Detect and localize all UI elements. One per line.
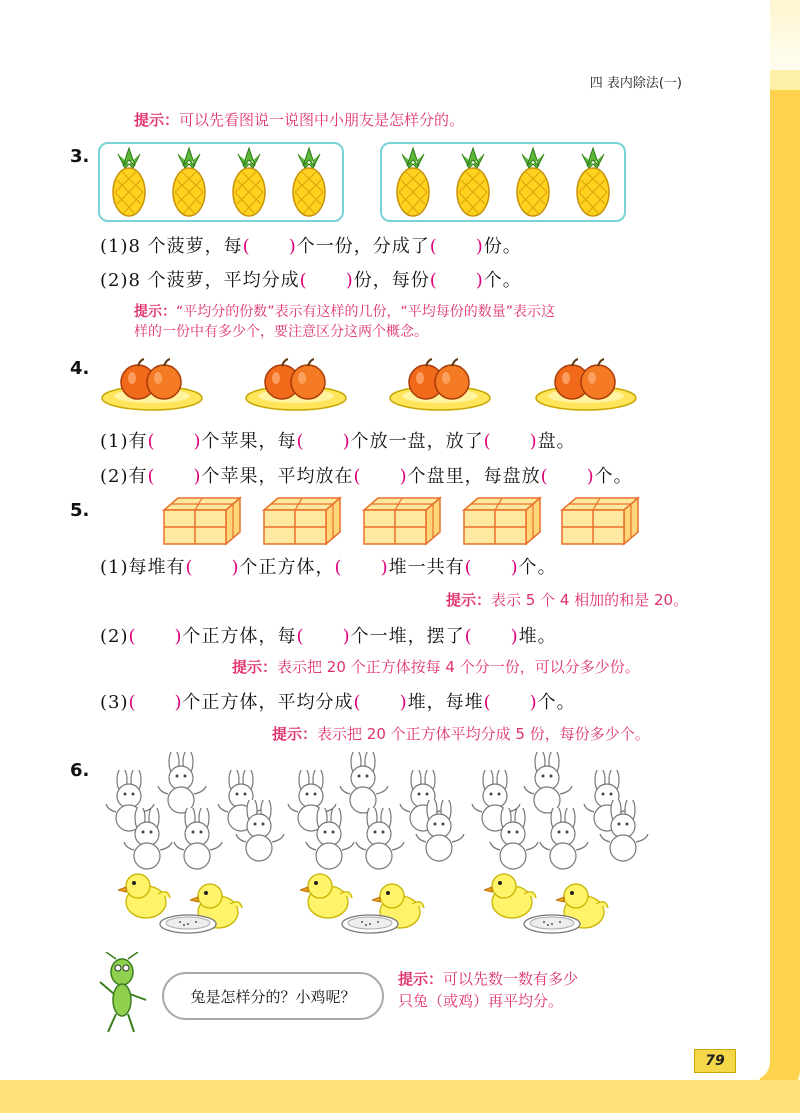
hint-text-2: 只兔（或鸡）再平均分。 [398,992,564,1010]
grasshopper-mascot-icon [92,952,152,1034]
answer-blank[interactable]: ( ) [128,692,183,713]
q5-line-1 [100,553,557,579]
q4-l1-a: (1)有 [100,431,148,452]
feed-bowl-icon [522,912,582,940]
hint-label: 提示： [446,591,492,609]
q3-l2-text-a: (2)8 个菠萝，平均分成 [100,270,300,291]
answer-blank[interactable]: ( ) [334,557,389,578]
q5-l1-c: 堆一共有 [388,557,465,578]
top-hint [134,110,464,130]
q4-l2-c: 个盘里，每盘放 [407,466,541,487]
q3-hint [134,302,555,342]
q3-l1-text-b: 个一份，分成了 [296,236,430,257]
q5-l2-b: 个正方体，每 [182,626,297,647]
answer-blank[interactable]: ( ) [483,431,538,452]
q5-line-3 [100,688,576,714]
q5-hint-2 [232,657,640,677]
pineapple-icon [108,144,150,218]
answer-blank[interactable]: ( ) [464,626,519,647]
pineapple-icon [452,144,494,218]
hint-text-1: “平均分的份数”表示有这样的几份，“平均每份的数量”表示这 [176,304,556,320]
answer-blank[interactable]: ( ) [353,466,408,487]
page-number: 79 [694,1049,736,1073]
q5-l2-a: (2) [100,626,129,647]
pineapple-icon [392,144,434,218]
cube-stack-icon [560,496,640,550]
hint-text: 表示把 20 个正方体按每 4 个分一份，可以分多少份。 [277,658,640,676]
rabbit-icon [230,800,290,866]
answer-blank[interactable]: ( ) [147,466,202,487]
answer-blank[interactable]: ( ) [296,626,351,647]
apple-plate-icon [100,356,204,416]
q4-line-1 [100,427,576,453]
answer-blank[interactable]: ( ) [299,270,354,291]
q4-l2-b: 个苹果，平均放在 [201,466,354,487]
hint-text: 表示把 20 个正方体平均分成 5 份，每份多少个。 [317,725,650,743]
q3-l2-text-c: 个。 [483,270,522,291]
pineapple-icon [572,144,614,218]
answer-blank[interactable]: ( ) [353,692,408,713]
q3-l1-text-a: (1)8 个菠萝，每 [100,236,243,257]
pineapple-icon [512,144,554,218]
answer-blank[interactable]: ( ) [540,466,595,487]
question-number-6: 6. [70,760,90,781]
answer-blank[interactable]: ( ) [147,431,202,452]
apple-plate-icon [388,356,492,416]
hint-label: 提示： [134,304,176,320]
q3-l2-text-b: 份，每份 [353,270,430,291]
hint-label: 提示： [134,111,180,129]
answer-blank[interactable]: ( ) [464,557,519,578]
q4-l1-c: 个放一盘，放了 [350,431,484,452]
feed-bowl-icon [340,912,400,940]
cube-stack-icon [162,496,242,550]
q5-l1-d: 个。 [518,557,557,578]
page-edge-bottom [0,1080,800,1113]
feed-bowl-icon [158,912,218,940]
rabbit-icon [534,808,594,874]
cube-stack-icon [262,496,342,550]
q3-l1-text-c: 份。 [483,236,522,257]
answer-blank[interactable]: ( ) [483,692,538,713]
q5-l3-c: 堆，每堆 [407,692,484,713]
pineapple-icon [168,144,210,218]
answer-blank[interactable]: ( ) [242,236,297,257]
question-number-4: 4. [70,358,90,379]
chapter-header: 四 表内除法(一) [589,76,682,91]
hint-text-2: 样的一份中有多少个，要注意区分这两个概念。 [134,324,428,340]
rabbit-icon [350,808,410,874]
q5-l2-d: 堆。 [518,626,557,647]
hint-text: 表示 5 个 4 相加的和是 20。 [491,591,689,609]
hint-text-1: 可以先数一数有多少 [443,970,579,988]
hint-label: 提示： [232,658,278,676]
question-number-3: 3. [70,146,90,167]
speech-bubble: 兔是怎样分的？小鸡呢？ [162,972,384,1020]
answer-blank[interactable]: ( ) [429,270,484,291]
q6-hint [398,968,578,1012]
apple-plate-icon [534,356,638,416]
q4-l2-a: (2)有 [100,466,148,487]
q5-hint-1 [446,590,688,610]
rabbit-icon [594,800,654,866]
answer-blank[interactable]: ( ) [185,557,240,578]
q4-line-2 [100,462,633,488]
cube-stack-icon [462,496,542,550]
apple-plate-icon [244,356,348,416]
q5-l1-b: 个正方体， [239,557,335,578]
q4-l1-b: 个苹果，每 [201,431,297,452]
q3-line-2 [100,266,522,292]
pineapple-icon [288,144,330,218]
q4-l2-d: 个。 [594,466,633,487]
answer-blank[interactable]: ( ) [296,431,351,452]
q5-line-2 [100,622,557,648]
hint-label: 提示： [272,725,318,743]
q5-l3-b: 个正方体，平均分成 [182,692,354,713]
answer-blank[interactable]: ( ) [429,236,484,257]
question-number-5: 5. [70,500,90,521]
q3-line-1 [100,232,522,258]
q5-l3-d: 个。 [537,692,576,713]
rabbit-icon [410,800,470,866]
q5-l2-c: 个一堆，摆了 [350,626,465,647]
hint-label: 提示： [398,970,444,988]
rabbit-icon [168,808,228,874]
cube-stack-icon [362,496,442,550]
q5-l1-a: (1)每堆有 [100,557,186,578]
answer-blank[interactable]: ( ) [128,626,183,647]
q4-l1-d: 盘。 [537,431,576,452]
hint-text: 可以先看图说一说图中小朋友是怎样分的。 [179,111,465,129]
q5-l3-a: (3) [100,692,129,713]
pineapple-icon [228,144,270,218]
q5-hint-3 [272,724,650,744]
